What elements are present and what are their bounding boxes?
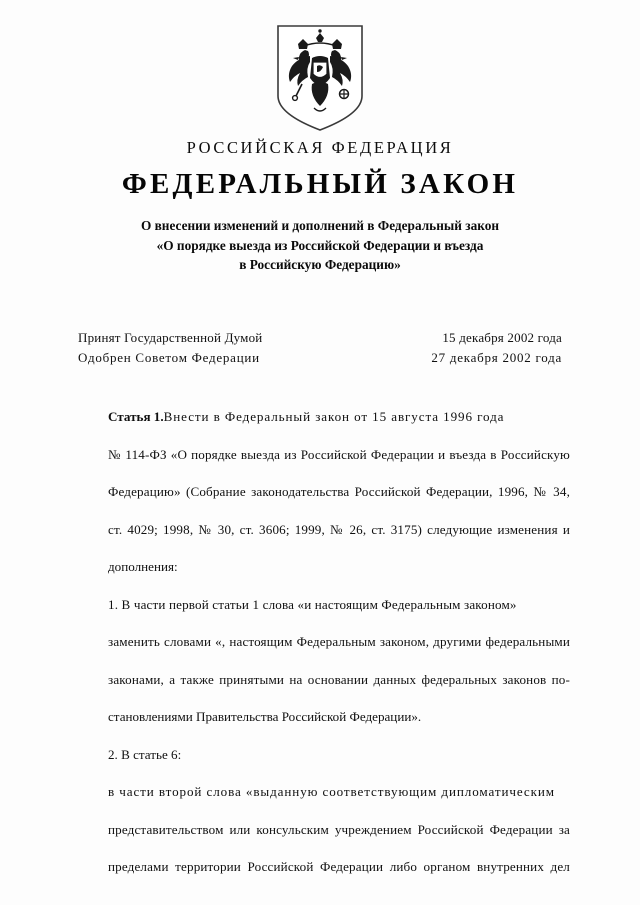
adoption-row-council: [78, 348, 562, 368]
paragraph-article-1: [70, 398, 570, 586]
item-1-line-4: становлениями Правительства Российской Федерации».: [108, 709, 422, 724]
country-title: РОССИЙСКАЯ ФЕДЕРАЦИЯ: [186, 138, 454, 157]
document-subtitle: [70, 216, 570, 275]
item-1-line-1: 1. В части первой статьи 1 слова «и настоящим Федеральным законом»: [108, 596, 517, 612]
law-title: ФЕДЕРАЛЬНЫЙ ЗАКОН: [121, 168, 519, 200]
council-label: Одобрен Советом Федерации: [78, 350, 260, 365]
duma-date: 15 декабря 2002 года: [442, 330, 562, 345]
paragraph-item-2-body: [70, 773, 570, 886]
russian-federation-coat-of-arms-icon: [272, 22, 368, 134]
article-1-line-1: Внести в Федеральный закон от 15 августа 1996 года: [163, 409, 505, 424]
subtitle-line-2: «О порядке выезда из Российской Федерации и въезда: [156, 237, 484, 253]
adoption-block: [78, 328, 562, 368]
item-1-line-3: законами, а также принятыми на основании данных федеральных законов по-: [108, 671, 570, 687]
article-1-line-4: ст. 4029; 1998, № 30, ст. 3606; 1999, № 26, ст. 3175) следующие изменения и: [108, 521, 570, 537]
item-2-body-line-1: в части второй слова «выданную соответствующим дипломатическим: [108, 784, 555, 799]
paragraph-item-1: [70, 586, 570, 736]
item-2-body-line-3: пределами территории Российской Федерации либо органом внутренних дел: [108, 859, 570, 874]
document-heading: [0, 138, 640, 201]
subtitle-line-3: в Российскую Федерацию»: [239, 257, 401, 272]
article-1-line-3: Федерацию» (Собрание законодательства Российской Федерации, 1996, № 34,: [108, 484, 570, 499]
article-1-line-5: дополнения:: [108, 559, 178, 574]
article-1-line-2: № 114-ФЗ «О порядке выезда из Российской Федерации и въезда в Российскую: [108, 446, 570, 462]
article-1-marker: Статья 1.: [108, 409, 164, 424]
council-date: 27 декабря 2002 года: [431, 350, 562, 365]
duma-label: Принят Государственной Думой: [78, 330, 263, 345]
item-2-body-line-2: представительством или консульским учреждением Российской Федерации за: [108, 821, 570, 837]
emblem-container: [0, 22, 640, 134]
subtitle-line-1: О внесении изменений и дополнений в Федеральный закон: [140, 218, 500, 233]
adoption-row-duma: [78, 328, 562, 348]
document-body: [70, 398, 570, 886]
item-2-line-1: 2. В статье 6:: [108, 746, 182, 762]
article-1-first-line: [70, 398, 570, 436]
paragraph-item-2: [70, 736, 570, 774]
item-1-line-2: заменить словами «, настоящим Федеральным законом, другими федеральными: [108, 634, 570, 649]
